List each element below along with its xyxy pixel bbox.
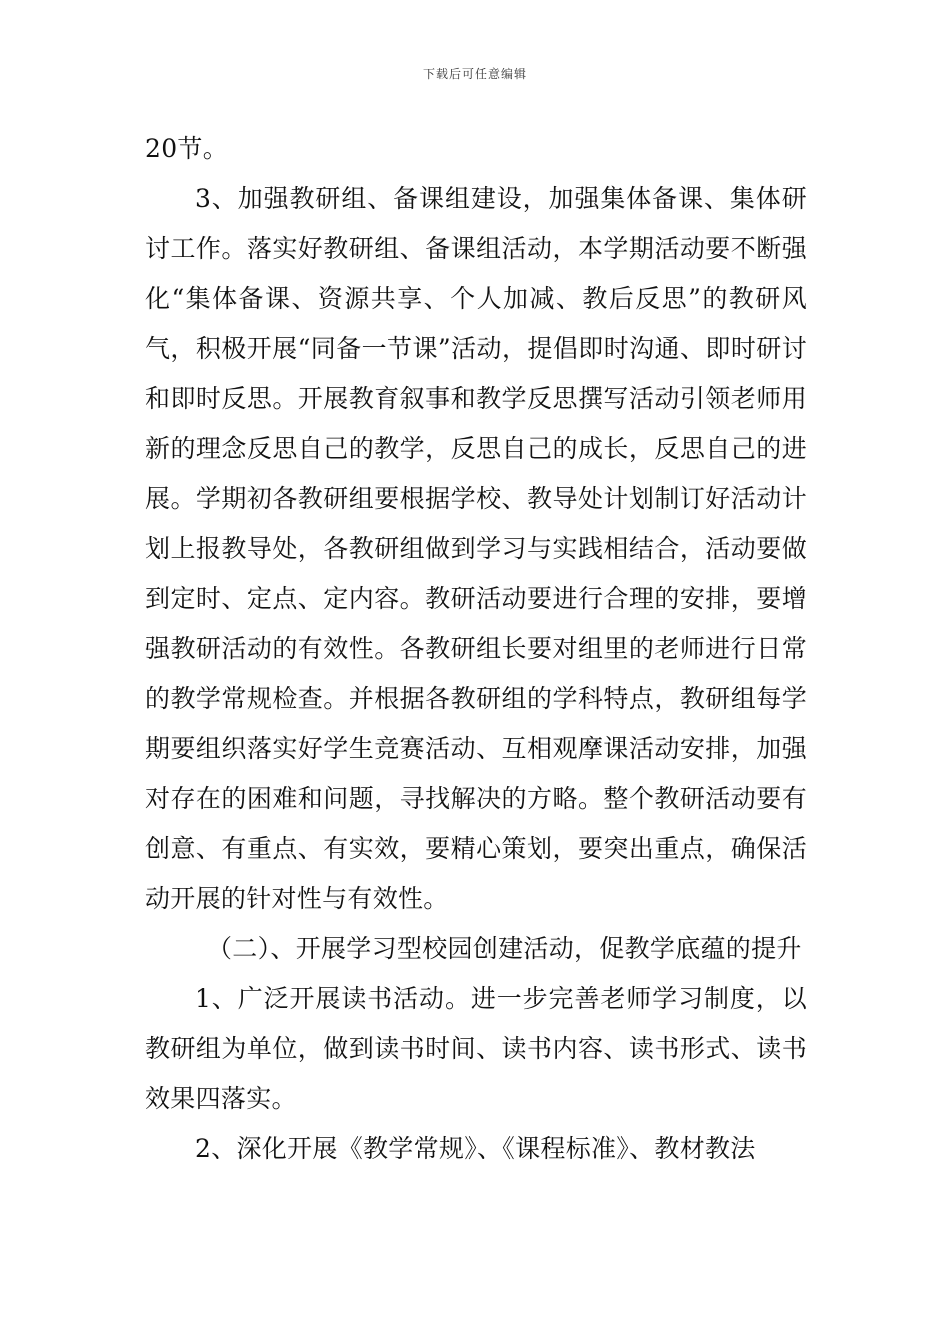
paragraph-continuation: 20节。: [145, 134, 229, 163]
paragraph-item-1: 1、广泛开展读书活动。进一步完善老师学习制度，以教研组为单位，做到读书时间、读书内容、读书形式、读书效果四落实。: [145, 984, 807, 1113]
page-header: 下载后可任意编辑: [422, 67, 527, 81]
paragraph-item-3: 3、加强教研组、备课组建设，加强集体备课、集体研讨工作。落实好教研组、备课组活动，本学期活动要不断强化“集体备课、资源共享、个人加减、教后反思”的教研风气，积极开展“同备一节课”活动，提倡即时沟通、即时研讨和即时反思。开展教育叙事和教学反思撰写活动引领老师用新的理念反思自己的教学，反思自己的成长，反思自己的进展。学期初各教研组要根据学校、教导处计划制订好活动计划上报教导处，各教研组做到学习与实践相结合，活动要做到定时、定点、定内容。教研活动要进行合理的安排，要增强教研活动的有效性。各教研组长要对组里的老师进行日常的教学常规检查。并根据各教研组的学科特点，教研组每学期要组织落实好学生竞赛活动、互相观摩课活动安排，加强对存在的困难和问题，寻找解决的方略。整个教研活动要有创意、有重点、有实效，要精心策划，要突出重点，确保活动开展的针对性与有效性。: [145, 184, 807, 913]
section-heading: （二）、开展学习型校园创建活动，促教学底蕴的提升: [207, 934, 802, 963]
paragraph-item-2: 2、深化开展《教学常规》、《课程标准》、教材教法: [195, 1134, 756, 1163]
document-body: [145, 124, 807, 1174]
